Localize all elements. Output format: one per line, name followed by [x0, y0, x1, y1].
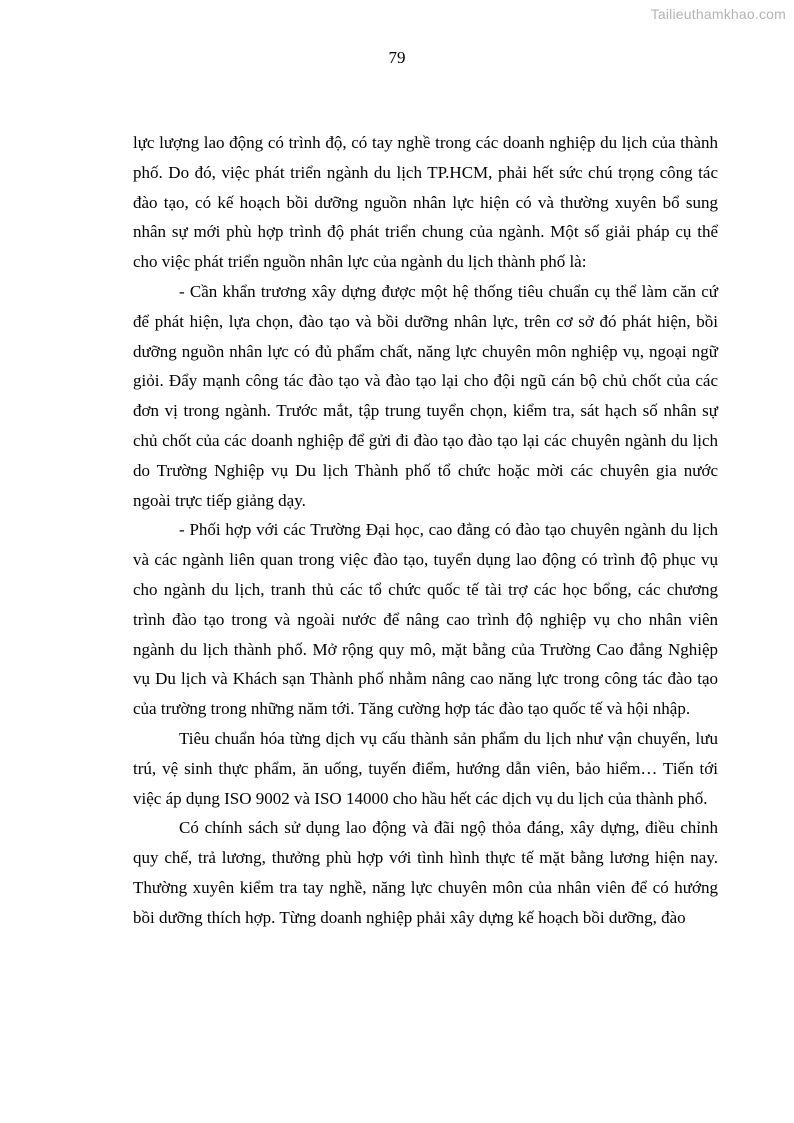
paragraph-5: Có chính sách sử dụng lao động và đãi ngộ thỏa đáng, xây dựng, điều chỉnh quy chế, trả lương, thưởng phù hợp với tình hình thực tế mặt bằng lương hiện nay. Thường xuyên kiểm tra tay nghề, năng lực chuyên môn của nhân viên để có hướng bồi dưỡng thích hợp. Từng doanh nghiệp phải xây dựng kế hoạch bồi dưỡng, đào [133, 818, 718, 927]
document-body [133, 128, 718, 933]
paragraph-3: - Phối hợp với các Trường Đại học, cao đẳng có đào tạo chuyên ngành du lịch và các ngành liên quan trong việc đào tạo, tuyển dụng lao động có trình độ phục vụ cho ngành du lịch, tranh thủ các tổ chức quốc tế tài trợ các học bổng, các chương trình đào tạo trong và ngoài nước để nâng cao trình độ nghiệp vụ cho nhân viên ngành du lịch thành phố. Mở rộng quy mô, mặt bằng của Trường Cao đẳng Nghiệp vụ Du lịch và Khách sạn Thành phố nhằm nâng cao năng lực trong công tác đào tạo của trường trong những năm tới. Tăng cường hợp tác đào tạo quốc tế và hội nhập. [133, 520, 718, 719]
page-number: 79 [388, 48, 406, 67]
paragraph-1: lực lượng lao động có trình độ, có tay nghề trong các doanh nghiệp du lịch của thành phố. Do đó, việc phát triển ngành du lịch TP.HCM, phải hết sức chú trọng công tác đào tạo, có kế hoạch bồi dưỡng nguồn nhân lực hiện có và thường xuyên bổ sung nhân sự mới phù hợp trình độ phát triển chung của ngành. Một số giải pháp cụ thể cho việc phát triển nguồn nhân lực của ngành du lịch thành phố là: [133, 133, 718, 272]
paragraph-4: Tiêu chuẩn hóa từng dịch vụ cấu thành sản phẩm du lịch như vận chuyển, lưu trú, vệ sinh thực phẩm, ăn uống, tuyến điểm, hướng dẫn viên, bảo hiểm… Tiến tới việc áp dụng ISO 9002 và ISO 14000 cho hầu hết các dịch vụ du lịch của thành phố. [133, 728, 718, 808]
watermark: Tailieuthamkhao.com [650, 6, 786, 22]
paragraph-2: - Cần khẩn trương xây dựng được một hệ thống tiêu chuẩn cụ thể làm căn cứ để phát hiện, lựa chọn, đào tạo và bồi dưỡng nhân lực, trên cơ sở đó phát hiện, bồi dưỡng nguồn nhân lực có đủ phẩm chất, năng lực chuyên môn nghiệp vụ, ngoại ngữ giỏi. Đẩy mạnh công tác đào tạo và đào tạo lại cho đội ngũ cán bộ chủ chốt của các đơn vị trong ngành. Trước mắt, tập trung tuyển chọn, kiểm tra, sát hạch số nhân sự chủ chốt của các doanh nghiệp để gửi đi đào tạo đào tạo lại các chuyên ngành du lịch do Trường Nghiệp vụ Du lịch Thành phố tổ chức hoặc mời các chuyên gia nước ngoài trực tiếp giảng dạy. [133, 281, 718, 510]
